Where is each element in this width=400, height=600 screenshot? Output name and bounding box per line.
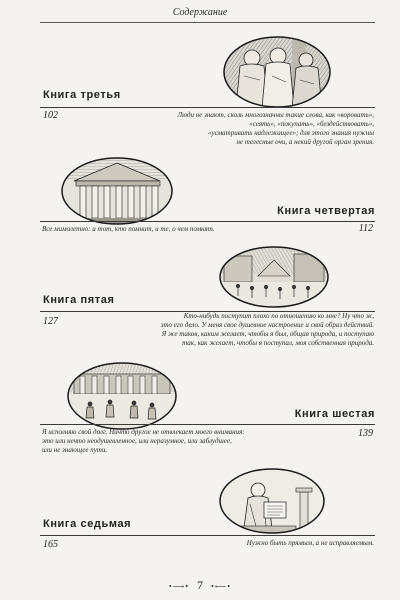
book-seven-page: 165 xyxy=(43,539,58,550)
header-rule xyxy=(40,22,375,23)
quote-line: Я же таков, каким желает, чтобы я был, общая природа, и поступаю xyxy=(161,330,374,338)
vignette-reader-illustration xyxy=(218,468,326,534)
quote-line: Я исполняю свой долг. Ничто другое не отвлекает моего внимания: xyxy=(42,428,245,436)
footer-ornament-left: •⟶• xyxy=(168,582,189,591)
quote-line: это или нечто неодушевленное, или неразумное, или заблудшее, xyxy=(42,437,232,445)
footer-ornament-right: •⟵• xyxy=(211,582,232,591)
book-three-page: 102 xyxy=(43,110,58,121)
quote-line: не телесные очи, а некий другой орган зрения. xyxy=(236,138,374,146)
quote-line: это его дело. У меня свое душевное настроение и свой образ действий. xyxy=(160,321,374,329)
vignette-forum-illustration xyxy=(218,246,330,308)
vignette-courtyard-illustration xyxy=(66,362,178,430)
quote-line: так, как желает, чтобы я поступал, моя собственная природа. xyxy=(182,339,374,347)
book-three-quote xyxy=(134,111,374,147)
book-six-page: 139 xyxy=(358,428,373,439)
quote-line: Все мимолетно: и тот, кто помнит, и те, о чем помнят. xyxy=(42,225,215,233)
quote-line: Нужно быть прямым, а не исправляемым. xyxy=(246,539,374,547)
quote-line: Люди не знают, сколь многозначны такие слова, как «воровать», xyxy=(177,111,374,119)
book-three-title: Книга третья xyxy=(43,89,121,101)
book-five-page: 127 xyxy=(43,316,58,327)
book-six-title: Книга шестая xyxy=(294,408,375,420)
quote-line: «сеять», «покупать», «бездействовать», xyxy=(249,120,374,128)
book-five-title: Книга пятая xyxy=(43,294,115,306)
book-three-rule xyxy=(40,107,375,108)
page-number: 7 xyxy=(197,578,203,592)
book-seven-title: Книга седьмая xyxy=(43,518,132,530)
book-six-quote xyxy=(42,428,282,455)
book-four-page: 112 xyxy=(358,223,373,234)
book-four-quote xyxy=(42,225,292,234)
book-four-title: Книга четвертая xyxy=(277,205,375,217)
quote-line: или не знающее пути. xyxy=(42,446,108,454)
vignette-philosophers-illustration xyxy=(222,36,332,108)
page-footer xyxy=(0,578,400,593)
quote-line: Кто-нибудь поступит плохо по отношению ко мне? Ну что ж, xyxy=(183,312,374,320)
book-six-rule xyxy=(40,424,375,425)
book-seven-quote xyxy=(134,539,374,548)
book-four-rule xyxy=(40,221,375,222)
page-header-title: Содержание xyxy=(172,7,228,18)
book-seven-rule xyxy=(40,535,375,536)
vignette-temple-illustration xyxy=(60,157,175,225)
book-five-quote xyxy=(89,312,374,348)
quote-line: «усматривать надлежащее»; для этого знания нужны xyxy=(207,129,374,137)
